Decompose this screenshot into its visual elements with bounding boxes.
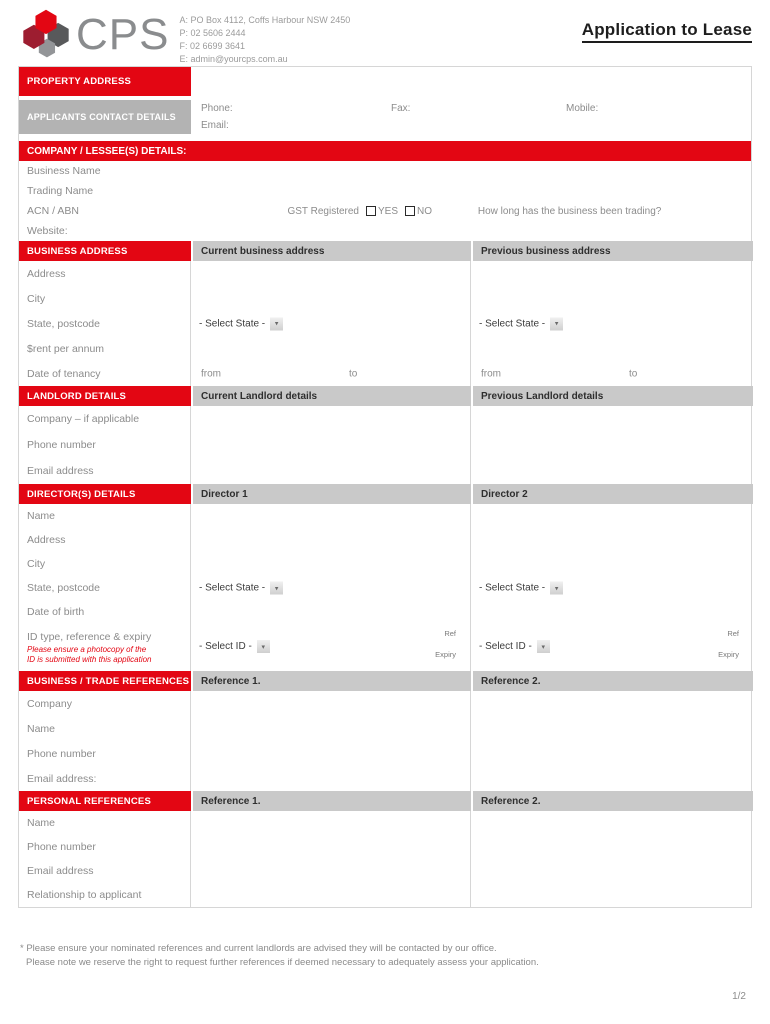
- trading-name-row: [19, 181, 751, 201]
- previous-business-address-header: Previous business address: [471, 241, 753, 261]
- ba-current-city-input[interactable]: [191, 286, 471, 311]
- ll-previous-phone-input[interactable]: [471, 432, 753, 458]
- dir2-dob-input[interactable]: [471, 600, 753, 624]
- section-business-address: BUSINESS ADDRESS: [19, 241, 191, 261]
- applicants-contact-row: [19, 100, 751, 134]
- business-name-label: Business Name: [27, 165, 101, 177]
- pr-relationship-label: Relationship to applicant: [19, 883, 191, 907]
- dir1-name-input[interactable]: [191, 504, 471, 528]
- hexagon-logo-icon: [18, 8, 74, 62]
- contact-address-line: A: PO Box 4112, Coffs Harbour NSW 2450: [179, 15, 351, 25]
- from-label: from: [481, 368, 501, 379]
- gst-no-checkbox[interactable]: [405, 206, 415, 216]
- personal-reference-2-header: Reference 2.: [471, 791, 753, 811]
- personal-references-header: [19, 791, 751, 811]
- gst-yes-checkbox[interactable]: [366, 206, 376, 216]
- dir2-name-input[interactable]: [471, 504, 753, 528]
- dir-name-label: Name: [19, 504, 191, 528]
- pr1-phone-input[interactable]: [191, 835, 471, 859]
- pr-email-label: Email address: [19, 859, 191, 883]
- to-label: to: [349, 368, 358, 379]
- dir2-id-cell: [471, 624, 753, 671]
- section-applicants-contact: APPLICANTS CONTACT DETAILS: [19, 100, 191, 134]
- tr2-name-input[interactable]: [471, 716, 753, 741]
- ll-current-company-input[interactable]: [191, 406, 471, 432]
- dir2-address-input[interactable]: [471, 528, 753, 552]
- application-form: [18, 66, 752, 908]
- footer-note-line1: * Please ensure your nominated references and current landlords are advised they will be contacted by our office.: [20, 943, 497, 954]
- applicants-line-2: [191, 117, 751, 134]
- ll-current-phone-input[interactable]: [191, 432, 471, 458]
- ll-email-label: Email address: [19, 458, 191, 484]
- ba-tenancy-label: Date of tenancy: [19, 361, 191, 386]
- ref-label: Ref: [727, 629, 739, 638]
- trade-reference-2-header: Reference 2.: [471, 671, 753, 691]
- id-photocopy-note-line1: Please ensure a photocopy of the: [27, 644, 147, 654]
- current-business-address-header: Current business address: [191, 241, 471, 261]
- page-number: 1/2: [732, 991, 746, 1002]
- property-address-input[interactable]: [191, 67, 751, 96]
- pr-name-label: Name: [19, 811, 191, 835]
- email-label: Email:: [201, 120, 248, 131]
- applicants-line-1: [191, 100, 751, 117]
- dir1-address-input[interactable]: [191, 528, 471, 552]
- trade-reference-1-header: Reference 1.: [191, 671, 471, 691]
- website-row: [19, 221, 751, 241]
- contact-phone-line: P: 02 5606 2444: [179, 28, 246, 38]
- chevron-down-icon: ▾: [270, 317, 283, 330]
- directors-details-body: [19, 504, 751, 671]
- gst-no-label: NO: [417, 205, 432, 217]
- section-personal-references: PERSONAL REFERENCES: [19, 791, 191, 811]
- business-address-body: [19, 261, 751, 386]
- fax-label: Fax:: [391, 103, 566, 114]
- dir1-city-input[interactable]: [191, 552, 471, 576]
- tr2-phone-input[interactable]: [471, 741, 753, 766]
- ref-label: Ref: [444, 629, 456, 638]
- dir-id-label-cell: [19, 624, 191, 671]
- dir2-id-select[interactable]: - Select ID - ▾: [479, 640, 550, 653]
- tr1-phone-input[interactable]: [191, 741, 471, 766]
- pr1-relationship-input[interactable]: [191, 883, 471, 907]
- gst-registered-group: [190, 206, 469, 217]
- ba-current-rent-input[interactable]: [191, 336, 471, 361]
- mobile-input[interactable]: [598, 103, 617, 114]
- ll-previous-email-input[interactable]: [471, 458, 753, 484]
- section-directors-details: DIRECTOR(S) DETAILS: [19, 484, 191, 504]
- chevron-down-icon: ▾: [537, 640, 550, 653]
- business-name-input[interactable]: [191, 161, 751, 181]
- fax-input[interactable]: [410, 103, 429, 114]
- ba-previous-rent-input[interactable]: [471, 336, 753, 361]
- tr-email-label: Email address:: [19, 766, 191, 791]
- email-input[interactable]: [229, 120, 248, 131]
- tr-name-label: Name: [19, 716, 191, 741]
- divider: [19, 134, 751, 141]
- chevron-down-icon: ▾: [550, 582, 563, 595]
- dir2-city-input[interactable]: [471, 552, 753, 576]
- dir1-state-cell: [191, 576, 471, 600]
- contact-fax-line: F: 02 6699 3641: [179, 41, 246, 51]
- ll-current-email-input[interactable]: [191, 458, 471, 484]
- dir1-state-select[interactable]: - Select State - ▾: [199, 582, 283, 595]
- ba-current-tenancy-cell: [191, 361, 471, 386]
- expiry-label: Expiry: [435, 650, 456, 659]
- dir-id-label: ID type, reference & expiry: [27, 630, 152, 643]
- section-property-address: PROPERTY ADDRESS: [19, 67, 191, 96]
- footer-note: [20, 942, 752, 970]
- pr2-relationship-input[interactable]: [471, 883, 753, 907]
- gst-yes-label: YES: [377, 205, 398, 217]
- business-address-header: [19, 241, 751, 261]
- pr2-email-input[interactable]: [471, 859, 753, 883]
- dir1-id-cell: [191, 624, 471, 671]
- contact-email-line: E: admin@yourcps.com.au: [179, 54, 288, 64]
- dir-address-label: Address: [19, 528, 191, 552]
- director-1-header: Director 1: [191, 484, 471, 504]
- director-2-header: Director 2: [471, 484, 753, 504]
- expiry-label: Expiry: [718, 650, 739, 659]
- personal-reference-1-header: Reference 1.: [191, 791, 471, 811]
- id-photocopy-note-line2: ID is submitted with this application: [27, 654, 152, 664]
- ba-previous-address-input[interactable]: [471, 261, 753, 286]
- section-trade-references: BUSINESS / TRADE REFERENCES: [19, 671, 191, 691]
- section-landlord-details: LANDLORD DETAILS: [19, 386, 191, 406]
- landlord-details-body: [19, 406, 751, 484]
- tr2-email-input[interactable]: [471, 766, 753, 791]
- logo-text: CPS: [76, 10, 170, 59]
- ba-address-label: Address: [19, 261, 191, 286]
- tr-phone-label: Phone number: [19, 741, 191, 766]
- ba-previous-state-select[interactable]: - Select State - ▾: [479, 317, 563, 330]
- to-label: to: [629, 368, 638, 379]
- ba-previous-tenancy-cell: [471, 361, 753, 386]
- dir1-dob-input[interactable]: [191, 600, 471, 624]
- section-company-details: COMPANY / LESSEE(S) DETAILS:: [19, 141, 751, 161]
- ba-previous-state-cell: [471, 311, 753, 336]
- page-header: [0, 0, 770, 62]
- from-label: from: [201, 368, 221, 379]
- current-landlord-header: Current Landlord details: [191, 386, 471, 406]
- dir-state-postcode-label: State, postcode: [19, 576, 191, 600]
- dir-dob-label: Date of birth: [19, 600, 191, 624]
- chevron-down-icon: ▾: [550, 317, 563, 330]
- landlord-details-header: [19, 386, 751, 406]
- pr2-name-input[interactable]: [471, 811, 753, 835]
- applicants-fields: [191, 100, 751, 134]
- gst-registered-label: GST Registered: [287, 205, 359, 217]
- tr1-name-input[interactable]: [191, 716, 471, 741]
- company-contact-block: [179, 8, 350, 66]
- phone-label: Phone:: [201, 103, 391, 114]
- ll-phone-label: Phone number: [19, 432, 191, 458]
- ba-current-state-select[interactable]: - Select State - ▾: [199, 317, 283, 330]
- pr2-phone-input[interactable]: [471, 835, 753, 859]
- phone-input[interactable]: [233, 103, 252, 114]
- directors-details-header: [19, 484, 751, 504]
- tr1-company-input[interactable]: [191, 691, 471, 716]
- acn-abn-label: ACN / ABN: [27, 205, 79, 217]
- business-name-row: [19, 161, 751, 181]
- ba-current-state-cell: [191, 311, 471, 336]
- ll-company-label: Company – if applicable: [19, 406, 191, 432]
- ba-rent-label: $rent per annum: [19, 336, 191, 361]
- ba-current-address-input[interactable]: [191, 261, 471, 286]
- ba-city-label: City: [19, 286, 191, 311]
- chevron-down-icon: ▾: [270, 582, 283, 595]
- pr-phone-label: Phone number: [19, 835, 191, 859]
- mobile-label: Mobile:: [566, 103, 751, 114]
- footer-note-line2: Please note we reserve the right to request further references if deemed necessary to adequately assess your application.: [26, 957, 539, 968]
- pr1-email-input[interactable]: [191, 859, 471, 883]
- trading-duration-question: How long has the business been trading?: [477, 205, 662, 217]
- pr1-name-input[interactable]: [191, 811, 471, 835]
- trading-name-label: Trading Name: [27, 185, 94, 197]
- tr2-company-input[interactable]: [471, 691, 753, 716]
- personal-references-body: [19, 811, 751, 907]
- dir1-id-select[interactable]: - Select ID - ▾: [199, 640, 270, 653]
- dir-city-label: City: [19, 552, 191, 576]
- tr1-email-input[interactable]: [191, 766, 471, 791]
- dir2-state-cell: [471, 576, 753, 600]
- ba-previous-city-input[interactable]: [471, 286, 753, 311]
- website-label: Website:: [27, 225, 68, 237]
- ba-state-postcode-label: State, postcode: [19, 311, 191, 336]
- trade-references-header: [19, 671, 751, 691]
- dir2-state-select[interactable]: - Select State - ▾: [479, 582, 563, 595]
- property-address-row: [19, 67, 751, 96]
- trading-name-input[interactable]: [191, 181, 751, 201]
- website-input[interactable]: [191, 221, 751, 241]
- tr-company-label: Company: [19, 691, 191, 716]
- trade-references-body: [19, 691, 751, 791]
- chevron-down-icon: ▾: [257, 640, 270, 653]
- page-title: Application to Lease: [582, 20, 752, 43]
- previous-landlord-header: Previous Landlord details: [471, 386, 753, 406]
- ll-previous-company-input[interactable]: [471, 406, 753, 432]
- acn-abn-row: [19, 201, 751, 221]
- cps-logo: [18, 8, 169, 62]
